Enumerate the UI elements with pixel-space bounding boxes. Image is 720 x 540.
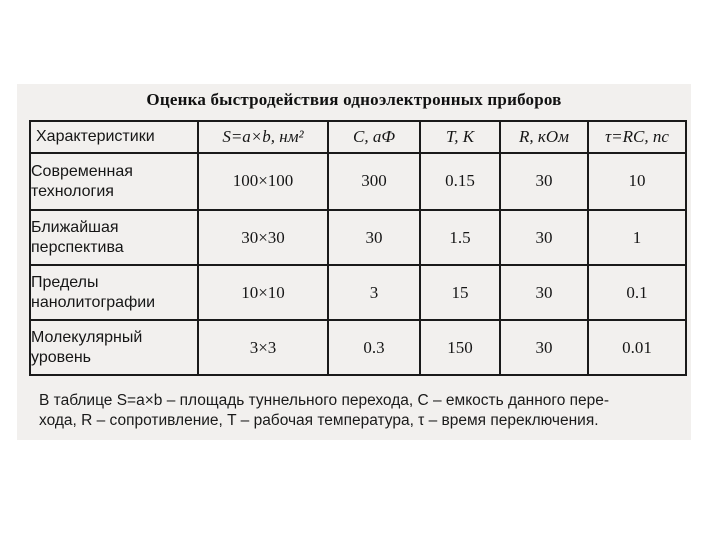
- footnote-line: В таблице S=a×b – площадь туннельного перехода, C – емкость данного пере-: [39, 392, 610, 409]
- page-title: Оценка быстродействия одноэлектронных приборов: [146, 90, 562, 109]
- cell-area: 10×10: [198, 265, 328, 320]
- data-table: [29, 120, 687, 376]
- row-label: [30, 153, 198, 210]
- cell-capacitance: 3: [328, 265, 420, 320]
- row-label-line: Молекулярный: [31, 328, 143, 346]
- table-row: [30, 210, 686, 265]
- cell-resistance: 30: [500, 265, 588, 320]
- cell-switching-time: 0.01: [588, 320, 686, 375]
- row-label-line: Пределы: [31, 273, 99, 291]
- row-label: [30, 210, 198, 265]
- cell-switching-time: 10: [588, 153, 686, 210]
- scanned-page: [17, 84, 691, 440]
- row-label-line: нанолитографии: [31, 293, 156, 311]
- cell-resistance: 30: [500, 320, 588, 375]
- row-label-line: перспектива: [31, 238, 124, 256]
- cell-switching-time: 0.1: [588, 265, 686, 320]
- cell-area: 100×100: [198, 153, 328, 210]
- cell-temperature: 1.5: [420, 210, 500, 265]
- cell-resistance: 30: [500, 153, 588, 210]
- cell-temperature: 150: [420, 320, 500, 375]
- header-capacitance: C, аФ: [328, 121, 420, 153]
- table-row: [30, 320, 686, 375]
- header-area: S=a×b, нм²: [198, 121, 328, 153]
- row-label-line: Ближайшая: [31, 218, 119, 236]
- header-switching-time: τ=RC, пс: [588, 121, 686, 153]
- cell-capacitance: 30: [328, 210, 420, 265]
- cell-temperature: 0.15: [420, 153, 500, 210]
- cell-temperature: 15: [420, 265, 500, 320]
- row-label: [30, 320, 198, 375]
- row-label-line: технология: [31, 182, 114, 200]
- cell-resistance: 30: [500, 210, 588, 265]
- cell-switching-time: 1: [588, 210, 686, 265]
- table-header-row: [30, 121, 686, 153]
- cell-capacitance: 0.3: [328, 320, 420, 375]
- table-row: [30, 265, 686, 320]
- header-resistance: R, кОм: [500, 121, 588, 153]
- header-characteristics: Характеристики: [30, 121, 198, 153]
- cell-area: 30×30: [198, 210, 328, 265]
- footnote: [39, 391, 689, 431]
- cell-capacitance: 300: [328, 153, 420, 210]
- row-label-line: Современная: [31, 162, 133, 180]
- header-temperature: T, К: [420, 121, 500, 153]
- row-label: [30, 265, 198, 320]
- row-label-line: уровень: [31, 348, 92, 366]
- cell-area: 3×3: [198, 320, 328, 375]
- footnote-line: хода, R – сопротивление, T – рабочая температура, τ – время переключения.: [39, 412, 599, 429]
- table-row: [30, 153, 686, 210]
